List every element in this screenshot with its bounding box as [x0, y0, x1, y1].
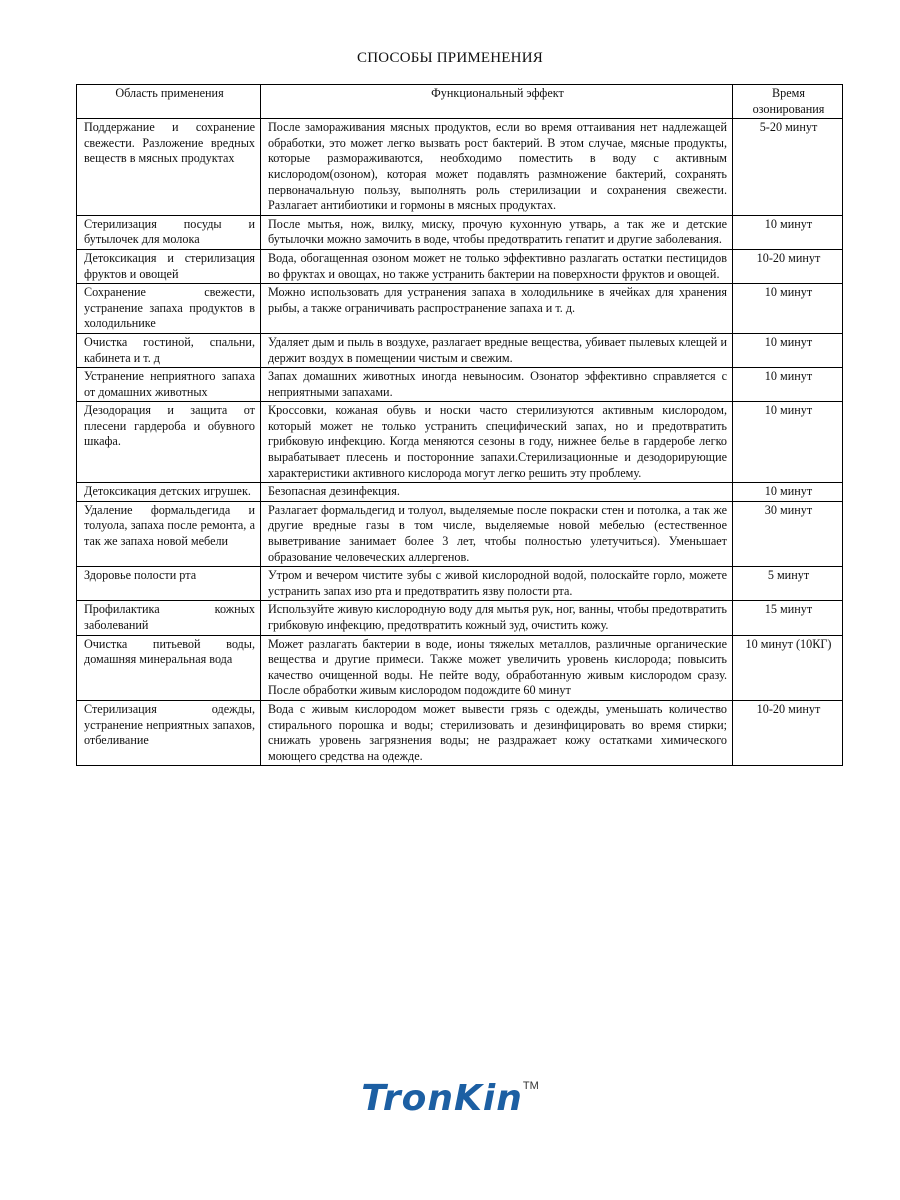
effect-cell: Вода с живым кислородом может вывести грязь с одежды, уменьшать количество стирального порошка и воды; стерилизовать и дезинфицировать во время стирки; снижать уровень загрязнения воды; не раздражает кожу остатками химического моющего средства на одежде.	[261, 700, 733, 765]
time-cell: 30 минут	[733, 501, 843, 566]
area-cell: Стерилизация посуды и бутылочек для молока	[77, 215, 261, 249]
area-cell: Детоксикация и стерилизация фруктов и овощей	[77, 249, 261, 283]
effect-cell: После замораживания мясных продуктов, если во время оттаивания нет надлежащей обработки, это может легко вызвать рост бактерий. В этом случае, мясные продукты, которые размораживаются, необходимо поместить в воду с активным кислородом(озоном), которая может подавлять размножение бактерий, сохранять первоначальную пользу, выполнять роль стерилизации и сохранения свежести. Разлагает антибиотики и гормоны в мясных продуктах.	[261, 119, 733, 216]
time-cell: 10 минут	[733, 402, 843, 483]
table-row	[77, 249, 843, 283]
time-cell: 15 минут	[733, 601, 843, 635]
header-area: Область применения	[77, 85, 261, 119]
time-cell: 10-20 минут	[733, 700, 843, 765]
area-cell: Сохранение свежести, устранение запаха продуктов в холодильнике	[77, 284, 261, 334]
area-cell: Удаление формальдегида и толуола, запаха после ремонта, а так же запаха новой мебели	[77, 501, 261, 566]
table-row	[77, 501, 843, 566]
effect-cell: Разлагает формальдегид и толуол, выделяемые после покраски стен и потолка, а так же другие вредные газы в том числе, выделяемые новой мебелью (естественное выветривание занимает более 3 лет, чтобы полностью улетучиться). Уменьшает образование человеческих аллергенов.	[261, 501, 733, 566]
table-row	[77, 333, 843, 367]
effect-cell: Удаляет дым и пыль в воздухе, разлагает вредные вещества, убивает пылевых клещей и держит воздух в помещении чистым и свежим.	[261, 333, 733, 367]
area-cell: Здоровье полости рта	[77, 567, 261, 601]
area-cell: Очистка гостиной, спальни, кабинета и т. д	[77, 333, 261, 367]
header-time: Время озонирования	[733, 85, 843, 119]
table-row	[77, 700, 843, 765]
brand-logo	[0, 1078, 900, 1119]
effect-cell: Утром и вечером чистите зубы с живой кислородной водой, полоскайте горло, можете устранить запах изо рта и предотвратить язву полости рта.	[261, 567, 733, 601]
area-cell: Очистка питьевой воды, домашняя минеральная вода	[77, 635, 261, 700]
effect-cell: Безопасная дезинфекция.	[261, 483, 733, 502]
area-cell: Поддержание и сохранение свежести. Разложение вредных веществ в мясных продуктах	[77, 119, 261, 216]
time-cell: 10 минут	[733, 215, 843, 249]
area-cell: Стерилизация одежды, устранение неприятных запахов, отбеливание	[77, 700, 261, 765]
effect-cell: После мытья, нож, вилку, миску, прочую кухонную утварь, а так же и детские бутылочки можно замочить в воде, чтобы предотвратить гепатит и другие заболевания.	[261, 215, 733, 249]
table-row	[77, 215, 843, 249]
effect-cell: Можно использовать для устранения запаха в холодильнике в ячейках для хранения рыбы, а также ограничивать распространение запаха и т. д.	[261, 284, 733, 334]
time-cell: 10 минут (10КГ)	[733, 635, 843, 700]
effect-cell: Используйте живую кислородную воду для мытья рук, ног, ванны, чтобы предотвратить грибковую инфекцию, предотвратить кожный зуд, очистить кожу.	[261, 601, 733, 635]
effect-cell: Кроссовки, кожаная обувь и носки часто стерилизуются активным кислородом, который может не только устранить специфический запах, но и предотвратить грибковую инфекцию. Когда меняются сезоны в году, нижнее белье в гардеробе легко вырабатывает плесень и посторонние запахи.Стерилизационные и дезодорирующие характеристики активного кислорода могут легко решить эту проблему.	[261, 402, 733, 483]
time-cell: 10 минут	[733, 368, 843, 402]
logo-wordmark: TronKin	[361, 1078, 523, 1119]
table-row	[77, 119, 843, 216]
area-cell: Детоксикация детских игрушек.	[77, 483, 261, 502]
effect-cell: Запах домашних животных иногда невыносим. Озонатор эффективно справляется с неприятными запахами.	[261, 368, 733, 402]
table-row	[77, 368, 843, 402]
time-cell: 10 минут	[733, 333, 843, 367]
effect-cell: Вода, обогащенная озоном может не только эффективно разлагать остатки пестицидов во фруктах и овощах, но также устранить бактерии на поверхности фруктов и овощей.	[261, 249, 733, 283]
table-row	[77, 601, 843, 635]
header-effect: Функциональный эффект	[261, 85, 733, 119]
effect-cell: Может разлагать бактерии в воде, ионы тяжелых металлов, различные органические вещества и другие примеси. Также может увеличить уровень кислорода; повысить качество очищенной воды. Не пейте воду, обработанную живым кислородом сразу. После обработки живым кислородом подождите 60 минут	[261, 635, 733, 700]
area-cell: Профилактика кожных заболеваний	[77, 601, 261, 635]
table-row	[77, 567, 843, 601]
time-cell: 10 минут	[733, 483, 843, 502]
area-cell: Устранение неприятного запаха от домашних животных	[77, 368, 261, 402]
table-header-row	[77, 85, 843, 119]
usage-table	[76, 84, 843, 766]
area-cell: Дезодорация и защита от плесени гардероба и обувного шкафа.	[77, 402, 261, 483]
page-title: СПОСОБЫ ПРИМЕНЕНИЯ	[357, 50, 543, 66]
table-row	[77, 402, 843, 483]
time-cell: 10 минут	[733, 284, 843, 334]
time-cell: 5 минут	[733, 567, 843, 601]
time-cell: 5-20 минут	[733, 119, 843, 216]
table-row	[77, 284, 843, 334]
trademark-mark: TM	[522, 1080, 539, 1092]
table-row	[77, 635, 843, 700]
time-cell: 10-20 минут	[733, 249, 843, 283]
table-row	[77, 483, 843, 502]
